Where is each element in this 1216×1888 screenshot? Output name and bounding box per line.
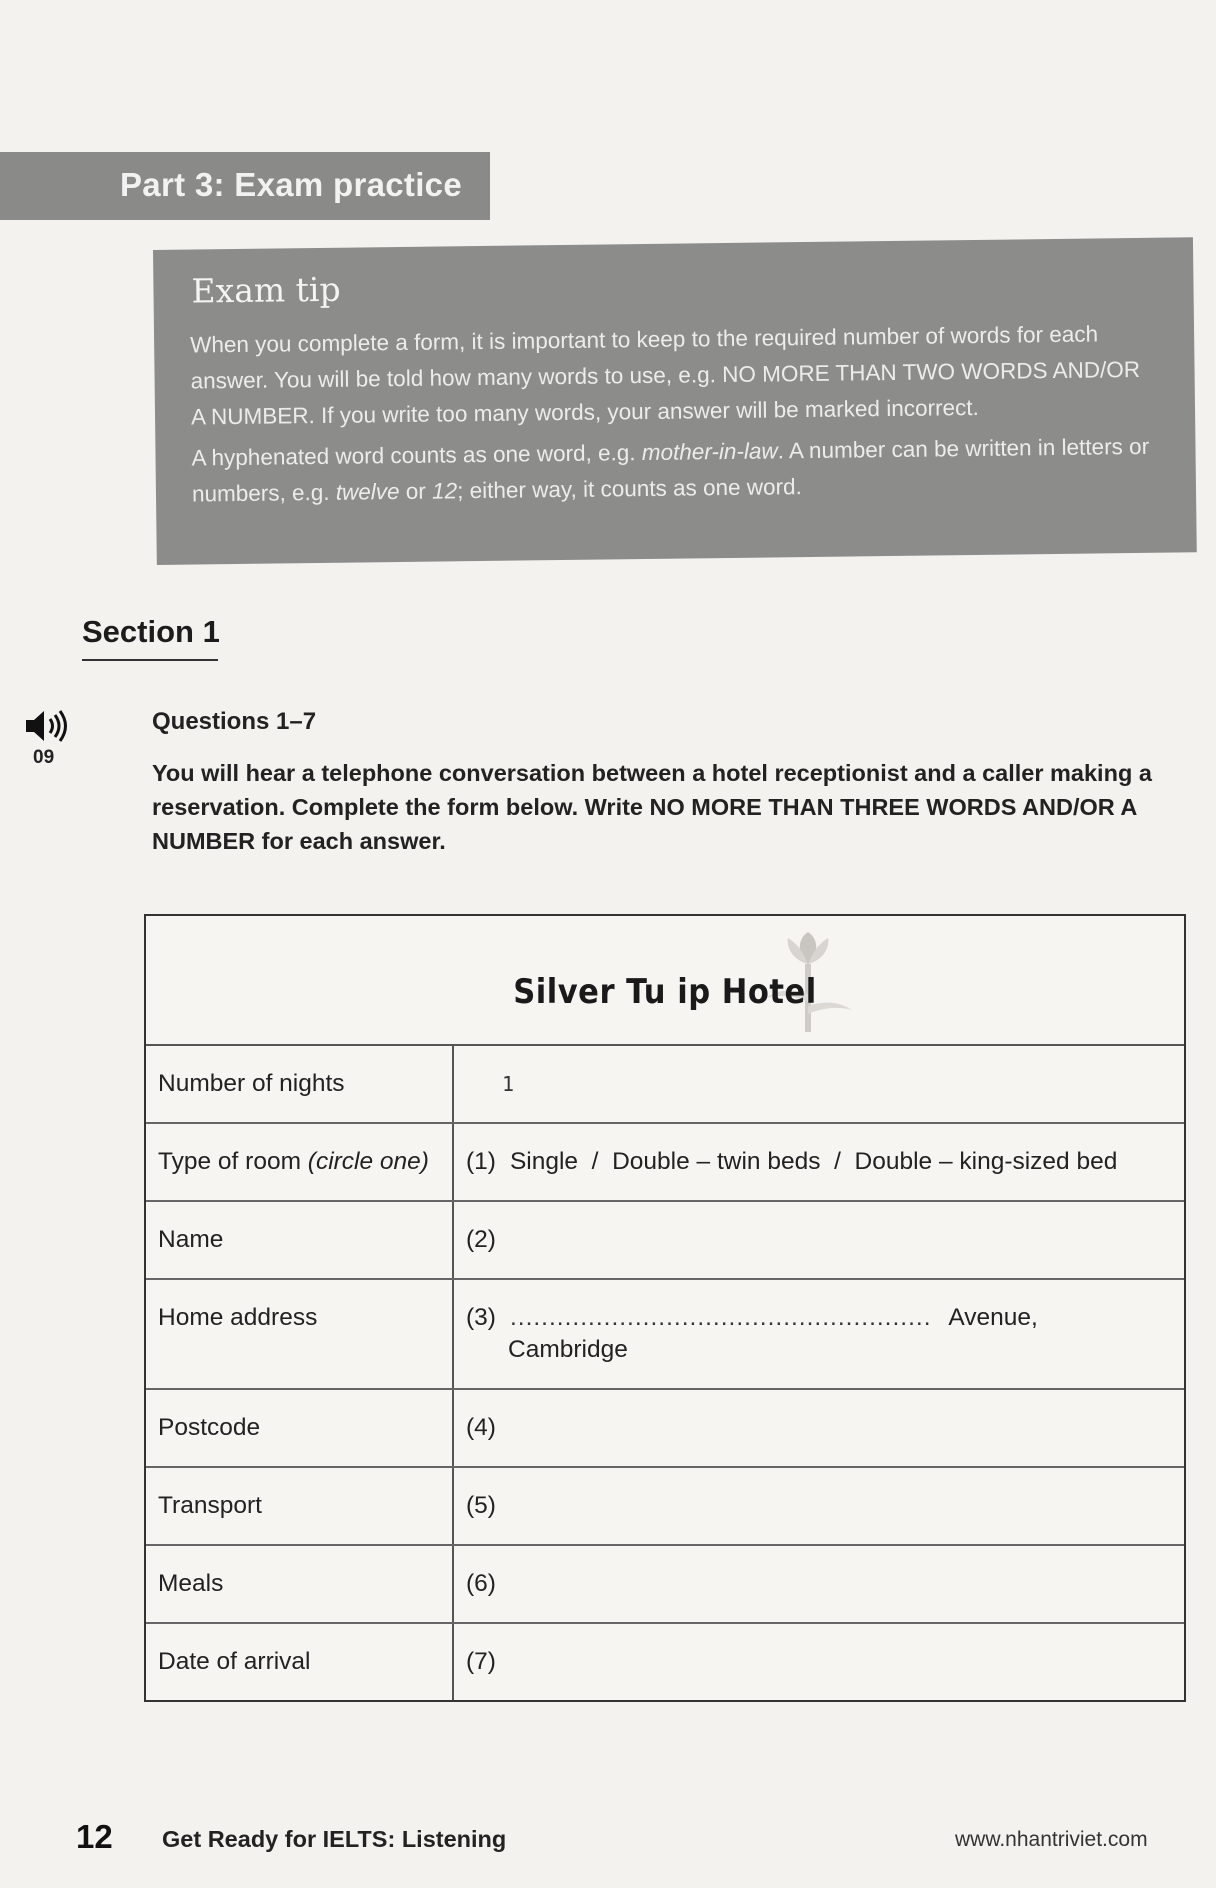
questions-heading: Questions 1–7 [152, 708, 317, 735]
form-row-arrival-date [146, 1624, 1184, 1700]
form-header [146, 916, 1184, 1046]
part-banner [0, 152, 490, 220]
row-value [454, 1046, 1184, 1122]
tip-text: A hyphenated word counts as one word, e.g. [191, 440, 642, 471]
answer-field[interactable] [454, 1624, 1184, 1700]
exam-tip-paragraph-1: When you complete a form, it is important to keep to the required number of words for each answer. You will be told how many words to use, e.g. NO MORE THAN TWO WORDS AND/OR A NUMBER. If you write too many words, your answer will be marked incorrect. [190, 321, 1141, 430]
form-row-transport [146, 1468, 1184, 1546]
tip-example: mother-in-law [641, 438, 778, 466]
page-number: 12 [76, 1818, 113, 1855]
row-label: Number of nights [146, 1046, 454, 1122]
address-street-suffix: Avenue, [948, 1304, 1038, 1331]
hotel-name: Silver Tu ip Hotel [513, 972, 817, 1012]
question-number: (7) [466, 1648, 496, 1675]
section-heading: Section 1 [82, 614, 220, 649]
part-title: Part 3: Exam practice [120, 166, 462, 203]
publisher-url[interactable]: www.nhantriviet.com [955, 1828, 1148, 1851]
row-value [454, 1124, 1184, 1200]
row-label: Name [146, 1202, 454, 1278]
audio-speaker-icon[interactable] [24, 708, 72, 744]
section-underline [82, 659, 218, 661]
form-row-name [146, 1202, 1184, 1280]
question-number: (6) [466, 1570, 496, 1597]
row-label: Home address [146, 1280, 454, 1388]
question-number: (1) [466, 1148, 496, 1175]
row-label-note: (circle one) [307, 1148, 429, 1175]
row-label: Meals [146, 1546, 454, 1622]
form-row-address [146, 1280, 1184, 1390]
row-label: Date of arrival [146, 1624, 454, 1700]
question-number: (4) [466, 1414, 496, 1441]
answer-field[interactable] [454, 1390, 1184, 1466]
answer-field[interactable] [454, 1280, 1184, 1388]
question-number: (5) [466, 1492, 496, 1519]
answer-field[interactable] [454, 1546, 1184, 1622]
nights-value: 1 [502, 1072, 515, 1096]
tip-text: ; either way, it counts as one word. [456, 474, 803, 504]
audio-track-number: 09 [33, 747, 55, 768]
exam-tip-title: Exam tip [191, 269, 341, 311]
answer-field[interactable] [454, 1202, 1184, 1278]
exam-tip-body [190, 316, 1152, 518]
row-label: Postcode [146, 1390, 454, 1466]
row-label [146, 1124, 454, 1200]
answer-blank[interactable]: ...................................................... [509, 1304, 932, 1331]
form-row-room-type [146, 1124, 1184, 1202]
form-row-meals [146, 1546, 1184, 1624]
exam-tip-paragraph-2 [191, 429, 1152, 513]
row-label-text: Type of room [158, 1148, 308, 1175]
tip-example: twelve [335, 479, 400, 505]
answer-field[interactable] [454, 1468, 1184, 1544]
exam-tip-box [153, 237, 1197, 565]
instructions-text: You will hear a telephone conversation between a hotel receptionist and a caller making a reservation. Complete the form below. Write NO MORE THAN THREE WORDS AND/OR A NUMBER for each answer. [152, 760, 1152, 854]
tip-text: or [399, 478, 433, 505]
form-row-nights [146, 1046, 1184, 1124]
row-label: Transport [146, 1468, 454, 1544]
booking-form-table [144, 914, 1186, 1702]
address-city: Cambridge [508, 1336, 628, 1363]
book-title: Get Ready for IELTS: Listening [162, 1826, 507, 1852]
tip-example: 12 [431, 478, 458, 504]
question-number: (2) [466, 1226, 496, 1253]
question-number: (3) [466, 1304, 496, 1331]
form-row-postcode [146, 1390, 1184, 1468]
room-options[interactable]: Single / Double – twin beds / Double – king-sized bed [509, 1148, 1118, 1175]
tip-text: . A number can be written in letters or numbers, e.g. [191, 433, 1150, 507]
